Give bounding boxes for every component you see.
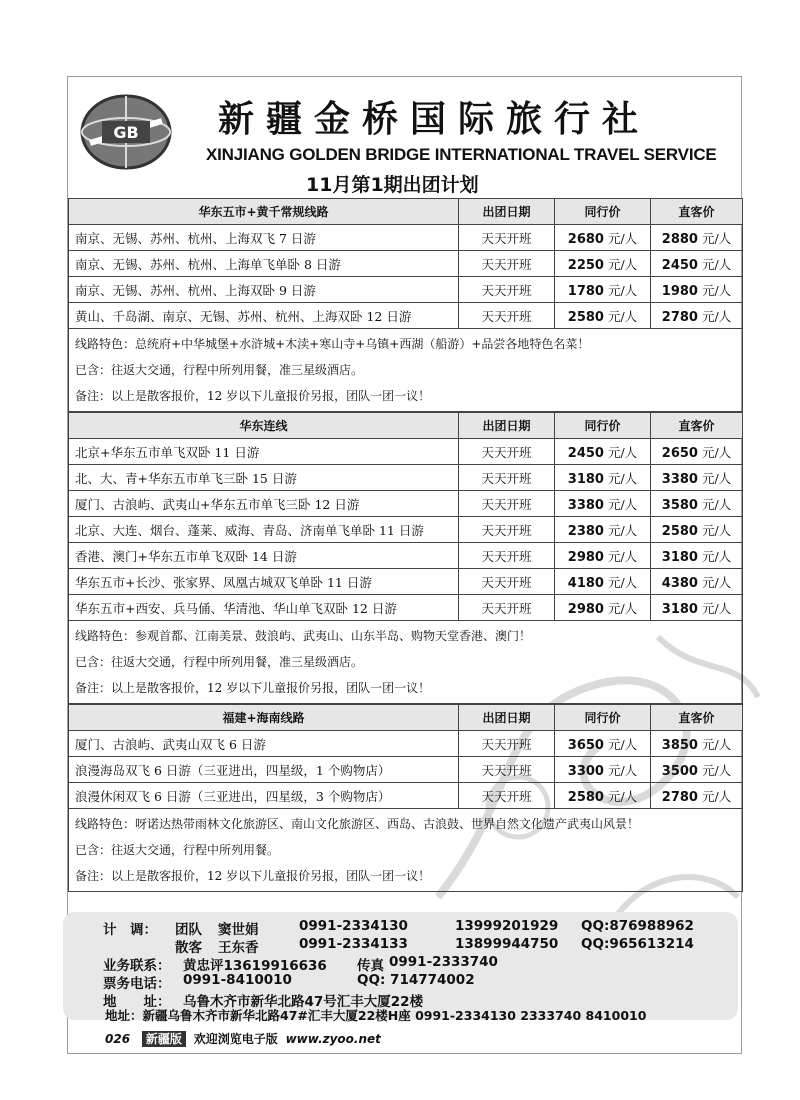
notes-cell xyxy=(69,329,743,412)
notes-cell xyxy=(69,809,743,892)
notes-row xyxy=(69,329,743,412)
depart-date: 天天开班 xyxy=(459,277,555,303)
depart-date: 天天开班 xyxy=(459,439,555,465)
table-row xyxy=(69,731,743,757)
peer-price-value: 3650 xyxy=(567,737,604,753)
bottom-bar xyxy=(105,1030,381,1047)
col-date: 出团日期 xyxy=(459,705,555,731)
note-included: 已含：往返大交通，行程中所列用餐。 xyxy=(75,843,280,857)
direct-price-value: 2580 xyxy=(661,523,698,539)
route-name: 厦门、古浪屿、武夷山双飞 6 日游 xyxy=(69,731,459,757)
header xyxy=(68,77,743,205)
price-unit: 元/人 xyxy=(701,256,732,272)
route-name: 北京、大连、烟台、蓬莱、威海、青岛、济南单飞单卧 11 日游 xyxy=(69,517,459,543)
price-unit: 元/人 xyxy=(701,522,732,538)
welcome-message: 欢迎浏览电子版 xyxy=(193,1032,278,1046)
price-unit: 元/人 xyxy=(701,762,732,778)
depart-date: 天天开班 xyxy=(459,465,555,491)
peer-price-value: 2580 xyxy=(567,309,604,325)
price-unit: 元/人 xyxy=(607,574,638,590)
contact-box xyxy=(63,912,738,1020)
table-row xyxy=(69,517,743,543)
table-row xyxy=(69,277,743,303)
price-unit: 元/人 xyxy=(701,496,732,512)
table-row xyxy=(69,783,743,809)
ticket-qq: QQ: 714774002 xyxy=(357,972,475,988)
price-unit: 元/人 xyxy=(607,230,638,246)
depart-date: 天天开班 xyxy=(459,251,555,277)
direct-price xyxy=(651,757,743,783)
price-unit: 元/人 xyxy=(701,230,732,246)
table-row xyxy=(69,225,743,251)
team-qq: QQ:876988962 xyxy=(581,918,694,934)
address-label: 地 址： xyxy=(103,994,171,1010)
col-peer: 同行价 xyxy=(555,413,651,439)
section-table-east-china-combo xyxy=(68,412,743,704)
route-name: 南京、无锡、苏州、杭州、上海单飞单卧 8 日游 xyxy=(69,251,459,277)
peer-price-value: 2680 xyxy=(567,231,604,247)
scatter-mobile: 13899944750 xyxy=(455,936,559,952)
col-peer: 同行价 xyxy=(555,705,651,731)
col-direct: 直客价 xyxy=(651,705,743,731)
depart-date: 天天开班 xyxy=(459,731,555,757)
scatter-contact-name: 王东香 xyxy=(218,940,259,956)
ticket-label: 票务电话： xyxy=(103,976,171,992)
price-unit: 元/人 xyxy=(701,444,732,460)
peer-price xyxy=(555,783,651,809)
direct-price-value: 3380 xyxy=(661,471,698,487)
section-table-east-china xyxy=(68,198,743,412)
peer-price-value: 2980 xyxy=(567,549,604,565)
route-name: 浪漫海岛双飞 6 日游（三亚进出，四星级，1 个购物店） xyxy=(69,757,459,783)
price-unit: 元/人 xyxy=(701,788,732,804)
route-name: 华东五市+长沙、张家界、凤凰古城双飞单卧 11 日游 xyxy=(69,569,459,595)
price-unit: 元/人 xyxy=(701,308,732,324)
note-features: 线路特色：总统府+中华城堡+水浒城+木渎+寒山寺+乌镇+西湖（船游）+品尝各地特色名菜！ xyxy=(75,337,590,351)
route-name: 黄山、千岛湖、南京、无锡、苏州、杭州、上海双卧 12 日游 xyxy=(69,303,459,329)
direct-price-value: 4380 xyxy=(661,575,698,591)
price-unit: 元/人 xyxy=(607,282,638,298)
direct-price-value: 3180 xyxy=(661,549,698,565)
section-header xyxy=(69,413,743,439)
peer-price xyxy=(555,439,651,465)
section-title: 华东五市+黄千常规线路 xyxy=(69,199,459,225)
price-unit: 元/人 xyxy=(607,762,638,778)
note-included: 已含：往返大交通，行程中所列用餐，准三星级酒店。 xyxy=(75,363,364,377)
business-contact: 黄忠评13619916636 xyxy=(183,958,327,974)
peer-price xyxy=(555,491,651,517)
depart-date: 天天开班 xyxy=(459,569,555,595)
table-row xyxy=(69,439,743,465)
depart-date: 天天开班 xyxy=(459,757,555,783)
price-unit: 元/人 xyxy=(607,444,638,460)
price-unit: 元/人 xyxy=(701,574,732,590)
direct-price xyxy=(651,439,743,465)
col-peer: 同行价 xyxy=(555,199,651,225)
price-unit: 元/人 xyxy=(701,600,732,616)
peer-price-value: 4180 xyxy=(567,575,604,591)
peer-price xyxy=(555,277,651,303)
direct-price-value: 3500 xyxy=(661,763,698,779)
direct-price xyxy=(651,303,743,329)
depart-date: 天天开班 xyxy=(459,303,555,329)
peer-price xyxy=(555,465,651,491)
section-header xyxy=(69,705,743,731)
route-name: 北、大、青+华东五市单飞三卧 15 日游 xyxy=(69,465,459,491)
peer-price-value: 2580 xyxy=(567,789,604,805)
direct-price xyxy=(651,225,743,251)
price-unit: 元/人 xyxy=(607,600,638,616)
direct-price xyxy=(651,277,743,303)
direct-price-value: 3180 xyxy=(661,601,698,617)
team-mobile: 13999201929 xyxy=(455,918,559,934)
peer-price-value: 3300 xyxy=(567,763,604,779)
table-row xyxy=(69,303,743,329)
depart-date: 天天开班 xyxy=(459,783,555,809)
route-name: 北京+华东五市单飞双卧 11 日游 xyxy=(69,439,459,465)
route-name: 香港、澳门+华东五市单飞双卧 14 日游 xyxy=(69,543,459,569)
direct-price-value: 2650 xyxy=(661,445,698,461)
price-unit: 元/人 xyxy=(607,308,638,324)
direct-price-value: 2780 xyxy=(661,789,698,805)
direct-price-value: 2880 xyxy=(661,231,698,247)
team-phone: 0991-2334130 xyxy=(299,918,408,934)
price-unit: 元/人 xyxy=(607,548,638,564)
scatter-qq: QQ:965613214 xyxy=(581,936,694,952)
website-link[interactable]: www.zyoo.net xyxy=(285,1032,381,1046)
peer-price xyxy=(555,731,651,757)
col-direct: 直客价 xyxy=(651,413,743,439)
note-features: 线路特色：参观首都、江南美景、鼓浪屿、武夷山、山东半岛、购物天堂香港、澳门！ xyxy=(75,629,532,643)
direct-price-value: 2780 xyxy=(661,309,698,325)
peer-price xyxy=(555,569,651,595)
agency-name-cn: 新疆金桥国际旅行社 xyxy=(218,99,651,140)
direct-price-value: 1980 xyxy=(661,283,698,299)
scatter-label: 散客 xyxy=(175,940,202,956)
price-unit: 元/人 xyxy=(607,788,638,804)
peer-price-value: 2250 xyxy=(567,257,604,273)
direct-price xyxy=(651,465,743,491)
peer-price xyxy=(555,595,651,621)
peer-price-value: 1780 xyxy=(567,283,604,299)
route-name: 南京、无锡、苏州、杭州、上海双飞 7 日游 xyxy=(69,225,459,251)
route-name: 浪漫休闲双飞 6 日游（三亚进出，四星级，3 个购物店） xyxy=(69,783,459,809)
peer-price-value: 2380 xyxy=(567,523,604,539)
team-contact-name: 窦世娟 xyxy=(218,922,259,938)
direct-price xyxy=(651,595,743,621)
route-name: 南京、无锡、苏州、杭州、上海双卧 9 日游 xyxy=(69,277,459,303)
address-value: 乌鲁木齐市新华北路47号汇丰大厦22楼 xyxy=(183,994,424,1010)
note-remarks: 备注：以上是散客报价，12 岁以下儿童报价另报，团队一团一议！ xyxy=(75,389,431,403)
price-unit: 元/人 xyxy=(607,256,638,272)
team-label: 团队 xyxy=(175,922,202,938)
price-unit: 元/人 xyxy=(607,496,638,512)
direct-price xyxy=(651,731,743,757)
section-table-fujian-hainan xyxy=(68,704,743,892)
direct-price-value: 2450 xyxy=(661,257,698,273)
col-date: 出团日期 xyxy=(459,413,555,439)
note-remarks: 备注：以上是散客报价，12 岁以下儿童报价另报，团队一团一议！ xyxy=(75,681,431,695)
page-frame xyxy=(67,76,742,1054)
note-remarks: 备注：以上是散客报价，12 岁以下儿童报价另报，团队一团一议！ xyxy=(75,869,431,883)
table-row xyxy=(69,569,743,595)
globe-bridge-logo-icon xyxy=(76,91,176,173)
fax-label: 传真 xyxy=(357,958,384,974)
price-unit: 元/人 xyxy=(701,548,732,564)
peer-price xyxy=(555,517,651,543)
peer-price-value: 3380 xyxy=(567,497,604,513)
price-unit: 元/人 xyxy=(607,736,638,752)
page-number: 026 xyxy=(105,1032,131,1046)
route-name: 华东五市+西安、兵马俑、华清池、华山单飞双卧 12 日游 xyxy=(69,595,459,621)
note-included: 已含：往返大交通，行程中所列用餐，准三星级酒店。 xyxy=(75,655,364,669)
dispatch-label: 计 调： xyxy=(103,922,157,938)
price-unit: 元/人 xyxy=(701,470,732,486)
agency-name-en: XINJIANG GOLDEN BRIDGE INTERNATIONAL TRAVEL SERVICE xyxy=(206,145,717,164)
direct-price-value: 3850 xyxy=(661,737,698,753)
business-label: 业务联系： xyxy=(103,958,171,974)
col-direct: 直客价 xyxy=(651,199,743,225)
section-title: 华东连线 xyxy=(69,413,459,439)
depart-date: 天天开班 xyxy=(459,491,555,517)
table-row xyxy=(69,757,743,783)
price-unit: 元/人 xyxy=(701,736,732,752)
direct-price-value: 3580 xyxy=(661,497,698,513)
section-header xyxy=(69,199,743,225)
notes-cell xyxy=(69,621,743,704)
depart-date: 天天开班 xyxy=(459,543,555,569)
route-name: 厦门、古浪屿、武夷山+华东五市单飞三卧 12 日游 xyxy=(69,491,459,517)
ticket-phone: 0991-8410010 xyxy=(183,972,292,988)
address-footer: 地址：新疆乌鲁木齐市新华北路47#汇丰大厦22楼H座 0991-2334130 2333740 8410010 xyxy=(105,1008,647,1023)
direct-price xyxy=(651,543,743,569)
peer-price-value: 2450 xyxy=(567,445,604,461)
table-row xyxy=(69,465,743,491)
direct-price xyxy=(651,783,743,809)
direct-price xyxy=(651,491,743,517)
peer-price xyxy=(555,225,651,251)
direct-price xyxy=(651,517,743,543)
plan-title: 11月第1期出团计划 xyxy=(306,174,479,196)
peer-price-value: 3180 xyxy=(567,471,604,487)
fax-number: 0991-2333740 xyxy=(389,954,498,970)
direct-price xyxy=(651,569,743,595)
notes-row xyxy=(69,621,743,704)
edition-tag: 新疆版 xyxy=(142,1031,186,1047)
table-row xyxy=(69,595,743,621)
route-tables xyxy=(68,198,743,892)
peer-price xyxy=(555,251,651,277)
table-row xyxy=(69,491,743,517)
peer-price-value: 2980 xyxy=(567,601,604,617)
section-title: 福建+海南线路 xyxy=(69,705,459,731)
table-row xyxy=(69,251,743,277)
notes-row xyxy=(69,809,743,892)
depart-date: 天天开班 xyxy=(459,225,555,251)
peer-price xyxy=(555,303,651,329)
peer-price xyxy=(555,543,651,569)
peer-price xyxy=(555,757,651,783)
depart-date: 天天开班 xyxy=(459,595,555,621)
price-unit: 元/人 xyxy=(701,282,732,298)
svg-text:GB: GB xyxy=(113,123,139,142)
direct-price xyxy=(651,251,743,277)
depart-date: 天天开班 xyxy=(459,517,555,543)
col-date: 出团日期 xyxy=(459,199,555,225)
table-row xyxy=(69,543,743,569)
price-unit: 元/人 xyxy=(607,470,638,486)
note-features: 线路特色：呀诺达热带雨林文化旅游区、南山文化旅游区、西岛、古浪鼓、世界自然文化遗产武夷山风景！ xyxy=(75,817,640,831)
price-unit: 元/人 xyxy=(607,522,638,538)
scatter-phone: 0991-2334133 xyxy=(299,936,408,952)
